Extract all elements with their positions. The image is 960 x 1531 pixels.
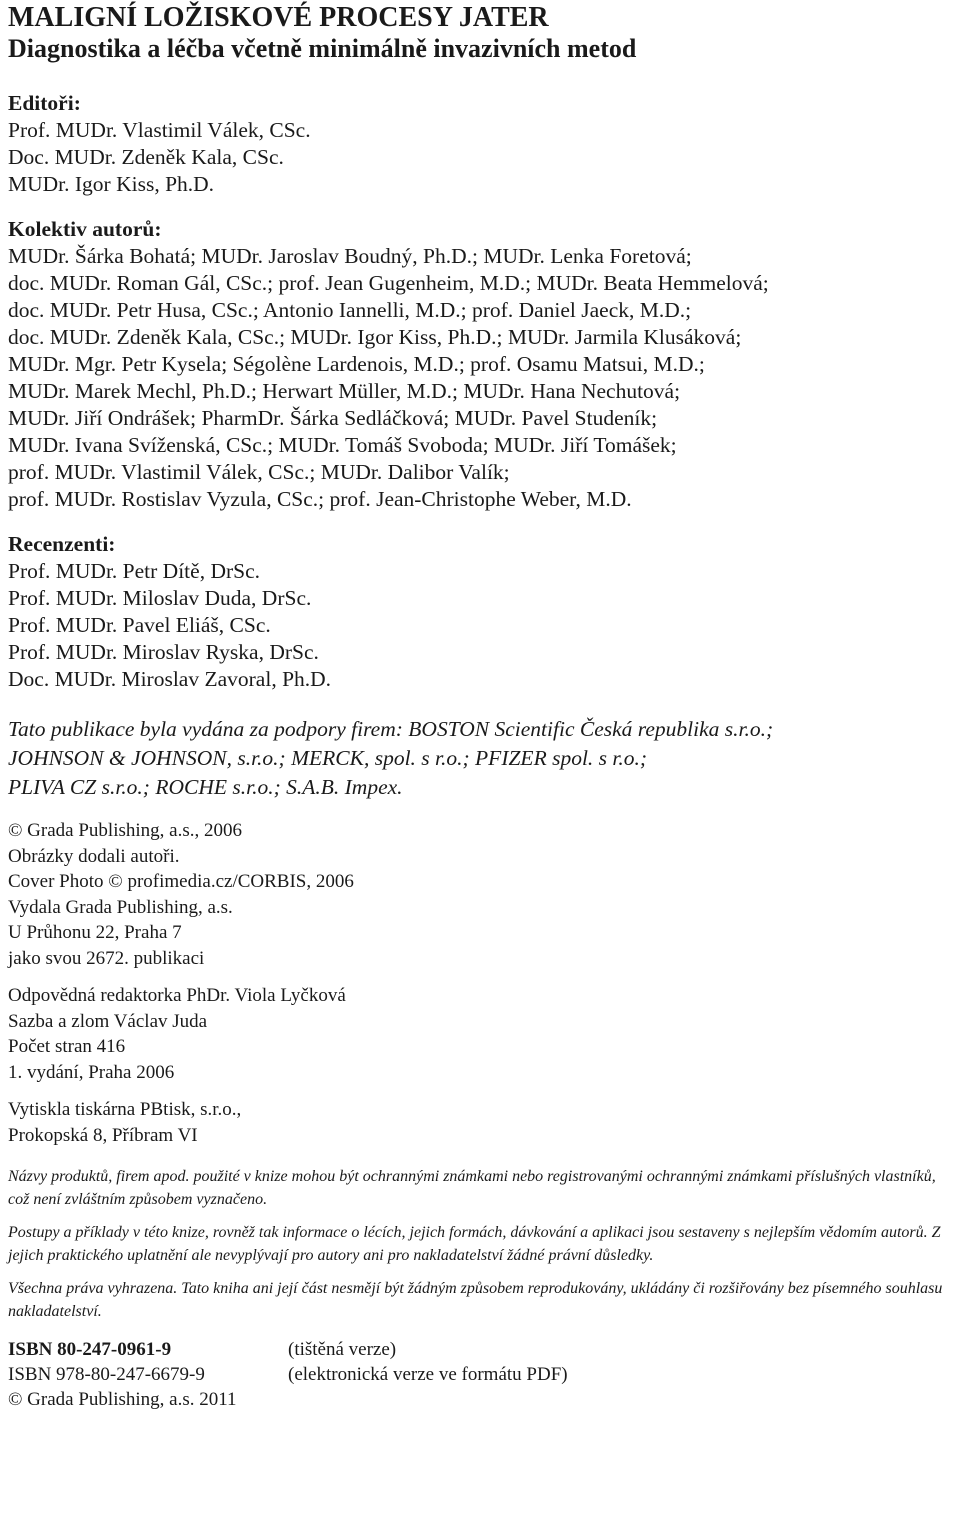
imprint-line: Vytiskla tiskárna PBtisk, s.r.o., [8,1099,242,1120]
authors-line: MUDr. Mgr. Petr Kysela; Ségolène Lardenois, M.D.; prof. Osamu Matsui, M.D.; [8,352,705,376]
isbn-copyright-row [8,1387,960,1412]
authors-line: prof. MUDr. Rostislav Vyzula, CSc.; prof. Jean-Christophe Weber, M.D. [8,487,632,511]
reviewer-line: Prof. MUDr. Pavel Eliáš, CSc. [8,613,271,637]
book-title: MALIGNÍ LOŽISKOVÉ PROCESY JATER [8,2,549,33]
isbn-print-note: (tištěná verze) [288,1339,397,1360]
isbn-print-row [8,1337,960,1362]
reviewer-line: Prof. MUDr. Miroslav Ryska, DrSc. [8,640,319,664]
isbn-electronic-row [8,1362,960,1387]
trademark-notice: Názvy produktů, firem apod. použité v knize mohou být ochrannými známkami nebo registrovanými ochrannými známkami příslušných vlastníků, což není zvláštním způsobem vyznačeno. [8,1168,936,1208]
authors-line: MUDr. Marek Mechl, Ph.D.; Herwart Müller, M.D.; MUDr. Hana Nechutová; [8,379,681,403]
imprint-line: Obrázky dodali autoři. [8,845,180,867]
editors-heading: Editoři: [8,91,81,115]
isbn-electronic-code: ISBN 978-80-247-6679-9 [8,1364,205,1385]
imprint-block-printer [8,1097,960,1148]
imprint-line: Počet stran 416 [8,1036,126,1057]
colophon-page [0,2,960,1531]
reviewer-line: Prof. MUDr. Petr Dítě, DrSc. [8,559,261,583]
authors-line: MUDr. Ivana Svíženská, CSc.; MUDr. Tomáš Svoboda; MUDr. Jiří Tomášek; [8,433,677,457]
authors-line: doc. MUDr. Roman Gál, CSc.; prof. Jean Gugenheim, M.D.; MUDr. Beata Hemmelová; [8,271,769,295]
imprint-line: Cover Photo © profimedia.cz/CORBIS, 2006 [8,871,354,892]
authors-heading: Kolektiv autorů: [8,217,162,241]
rights-notice: Všechna práva vyhrazena. Tato kniha ani její část nesmějí být žádným způsobem reprodukovány, ukládány či rozšiřovány bez písemného souhlasu nakladatelství. [8,1280,943,1320]
imprint-line: Prokopská 8, Příbram VI [8,1124,198,1146]
isbn-electronic-note: (elektronická verze ve formátu PDF) [288,1364,568,1385]
book-subtitle: Diagnostika a léčba včetně minimálně invazivních metod [8,34,637,63]
sponsors-line: Tato publikace byla vydána za podpory firem: BOSTON Scientific Česká republika s.r.o.; [8,717,774,741]
imprint-line: U Průhonu 22, Praha 7 [8,922,182,943]
legal-notices [8,1165,960,1323]
authors-line: prof. MUDr. Vlastimil Válek, CSc.; MUDr. Dalibor Valík; [8,460,510,484]
imprint-line: Vydala Grada Publishing, a.s. [8,896,233,918]
isbn-copyright: © Grada Publishing, a.s. 2011 [8,1389,237,1410]
authors-line: MUDr. Jiří Ondrášek; PharmDr. Šárka Sedláčková; MUDr. Pavel Studeník; [8,406,658,430]
imprint-line: Sazba a zlom Václav Juda [8,1010,208,1032]
reviewer-line: Doc. MUDr. Miroslav Zavoral, Ph.D. [8,667,332,691]
reviewer-line: Prof. MUDr. Miloslav Duda, DrSc. [8,586,312,610]
imprint-block-editorial [8,983,960,1085]
imprint-line: jako svou 2672. publikaci [8,947,205,969]
liability-notice: Postupy a příklady v této knize, rovněž tak informace o lécích, jejich formách, dávkování a aplikaci jsou sestaveny s nejlepším vědomím autorů. Z jejich praktického uplatnění ale nevyplývají pro autory ani pro nakladatelství žádné právní důsledky. [8,1224,941,1264]
authors-line: doc. MUDr. Zdeněk Kala, CSc.; MUDr. Igor Kiss, Ph.D.; MUDr. Jarmila Klusáková; [8,325,742,349]
editor-line: Prof. MUDr. Vlastimil Válek, CSc. [8,118,311,142]
authors-section [8,216,960,513]
reviewers-heading: Recenzenti: [8,532,116,556]
isbn-section [8,1337,960,1412]
reviewers-section [8,531,960,693]
sponsors-line: PLIVA CZ s.r.o.; ROCHE s.r.o.; S.A.B. Impex. [8,775,403,799]
sponsors-section [8,715,960,802]
imprint-line: 1. vydání, Praha 2006 [8,1061,175,1083]
editors-section [8,90,960,198]
imprint-line: © Grada Publishing, a.s., 2006 [8,820,242,841]
authors-line: doc. MUDr. Petr Husa, CSc.; Antonio Iannelli, M.D.; prof. Daniel Jaeck, M.D.; [8,298,692,322]
imprint-line: Odpovědná redaktorka PhDr. Viola Lyčková [8,985,346,1006]
sponsors-line: JOHNSON & JOHNSON, s.r.o.; MERCK, spol. s r.o.; PFIZER spol. s r.o.; [8,746,648,770]
editor-line: Doc. MUDr. Zdeněk Kala, CSc. [8,145,284,169]
editor-line: MUDr. Igor Kiss, Ph.D. [8,172,215,196]
authors-line: MUDr. Šárka Bohatá; MUDr. Jaroslav Boudný, Ph.D.; MUDr. Lenka Foretová; [8,244,692,268]
imprint-block-publisher [8,818,960,971]
isbn-print-code: ISBN 80-247-0961-9 [8,1339,172,1360]
